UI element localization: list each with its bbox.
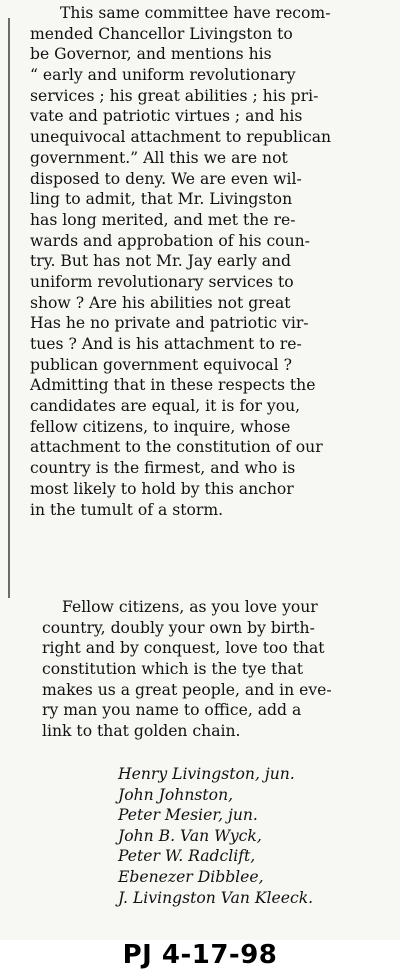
text-line: government.” All this we are not bbox=[30, 148, 288, 167]
text-line: Admitting that in these respects the bbox=[30, 376, 316, 395]
text-line: attachment to the constitution of our bbox=[30, 438, 323, 457]
column-rule bbox=[8, 18, 10, 598]
signatory-name: Peter W. Radclift, bbox=[118, 847, 256, 866]
text-line: country is the firmest, and who is bbox=[30, 459, 296, 478]
text-line: right and by conquest, love too that bbox=[42, 639, 325, 658]
text-line: ry man you name to office, add a bbox=[42, 701, 302, 720]
text-line: vate and patriotic virtues ; and his bbox=[30, 107, 303, 126]
text-line: candidates are equal, it is for you, bbox=[30, 397, 301, 416]
signatory-name: J. Livingston Van Kleeck. bbox=[118, 888, 314, 907]
text-line: publican government equivocal ? bbox=[30, 355, 292, 374]
text-line: most likely to hold by this anchor bbox=[30, 479, 294, 498]
text-line: wards and approbation of his coun- bbox=[30, 231, 310, 250]
text-line: disposed to deny. We are even wil- bbox=[30, 169, 302, 188]
text-line: link to that golden chain. bbox=[42, 722, 241, 741]
text-line: unequivocal attachment to republican bbox=[30, 128, 332, 147]
text-line: constitution which is the tye that bbox=[42, 660, 304, 679]
text-line: This same committee have recom- bbox=[60, 4, 331, 22]
signatory-name: Peter Mesier, jun. bbox=[118, 806, 258, 825]
text-line: has long merited, and met the re- bbox=[30, 210, 296, 229]
article-paragraph-2 bbox=[42, 597, 392, 742]
article-paragraph-1 bbox=[30, 3, 380, 520]
text-line: mended Chancellor Livingston to bbox=[30, 24, 293, 43]
text-line: “ early and uniform revolutionary bbox=[30, 66, 296, 85]
signatory-name: Henry Livingston, jun. bbox=[118, 765, 295, 783]
text-line: fellow citizens, to inquire, whose bbox=[30, 417, 291, 436]
text-line: Fellow citizens, as you love your bbox=[62, 598, 318, 616]
signatory-name: John B. Van Wyck, bbox=[118, 826, 262, 845]
text-line: makes us a great people, and in eve- bbox=[42, 680, 332, 699]
text-line: tues ? And is his attachment to re- bbox=[30, 335, 302, 353]
text-line: country, doubly your own by birth- bbox=[42, 618, 315, 637]
source-caption: PJ 4-17-98 bbox=[122, 940, 278, 970]
signatory-name: Ebenezer Dibblee, bbox=[118, 867, 264, 886]
text-line: be Governor, and mentions his bbox=[30, 45, 272, 64]
signatory-name: John Johnston, bbox=[118, 785, 234, 804]
signatory-list bbox=[118, 764, 313, 908]
text-line: in the tumult of a storm. bbox=[30, 500, 224, 519]
text-line: ling to admit, that Mr. Livingston bbox=[30, 190, 293, 209]
text-line: Has he no private and patriotic vir- bbox=[30, 314, 309, 333]
text-line: try. But has not Mr. Jay early and bbox=[30, 252, 292, 271]
text-line: uniform revolutionary services to bbox=[30, 272, 294, 291]
text-line: show ? Are his abilities not great bbox=[30, 293, 291, 312]
text-line: services ; his great abilities ; his pri- bbox=[30, 86, 319, 105]
